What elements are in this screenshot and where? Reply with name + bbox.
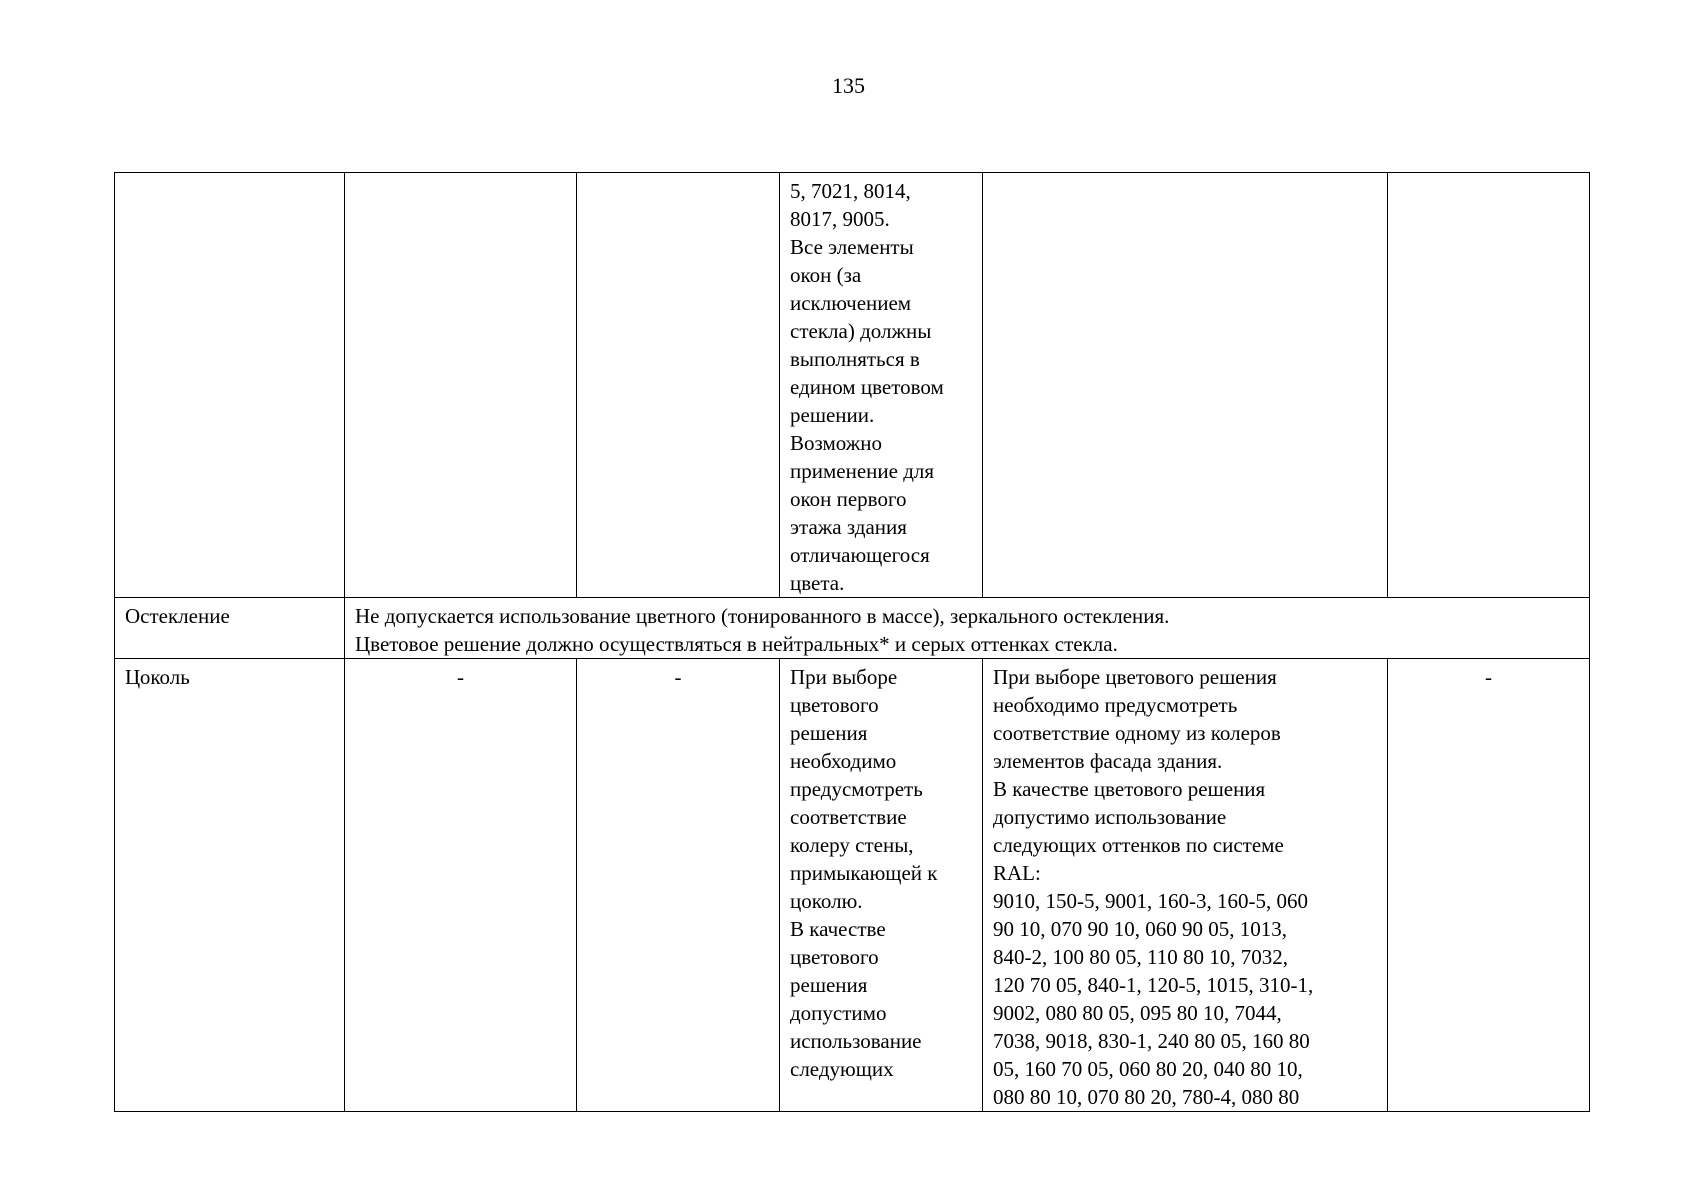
table-cell-dash: -: [345, 659, 577, 1112]
table-cell-empty: [577, 173, 780, 598]
table-cell-plinth-color-text: При выборе цветового решения необходимо предусмотреть соответствие колеру стены, примыкающей к цоколю. В качестве цветового решения допустимо использование следующих: [780, 659, 983, 1112]
page-number: 135: [832, 73, 865, 98]
table-cell-empty: [345, 173, 577, 598]
requirements-table: [114, 172, 1590, 1112]
table-row: [115, 598, 1590, 659]
table-cell-element-empty: [115, 173, 345, 598]
table-cell-dash: -: [1388, 659, 1590, 1112]
table-cell-dash: -: [577, 659, 780, 1112]
table-cell-empty: [983, 173, 1388, 598]
table-cell-glazing-text: Не допускается использование цветного (тонированного в массе), зеркального остекления. Цветовое решение должно осуществляться в нейтральных* и серых оттенках стекла.: [345, 598, 1590, 659]
table-row: [115, 659, 1590, 1112]
table-cell-glazing-label: Остекление: [115, 598, 345, 659]
table-row: [115, 173, 1590, 598]
table-cell-plinth-ral-text: При выборе цветового решения необходимо предусмотреть соответствие одному из колеров элементов фасада здания. В качестве цветового решения допустимо использование следующих оттенков по системе RAL: 9010, 150-5, 9001, 160-3, 160-5, 060 90 10, 070 90 10, 060 90 05, 1013, 840-2, 100 80 05, 110 80 10, 7032, 120 70 05, 840-1, 120-5, 1015, 310-1, 9002, 080 80 05, 095 80 10, 7044, 7038, 9018, 830-1, 240 80 05, 160 80 05, 160 70 05, 060 80 20, 040 80 10, 080 80 10, 070 80 20, 780-4, 080 80: [983, 659, 1388, 1112]
table-cell-plinth-label: Цоколь: [115, 659, 345, 1112]
table-cell-window-color-text: 5, 7021, 8014, 8017, 9005. Все элементы окон (за исключением стекла) должны выполняться в едином цветовом решении. Возможно применение для окон первого этажа здания отличающегося цвета.: [780, 173, 983, 598]
table-cell-empty: [1388, 173, 1590, 598]
